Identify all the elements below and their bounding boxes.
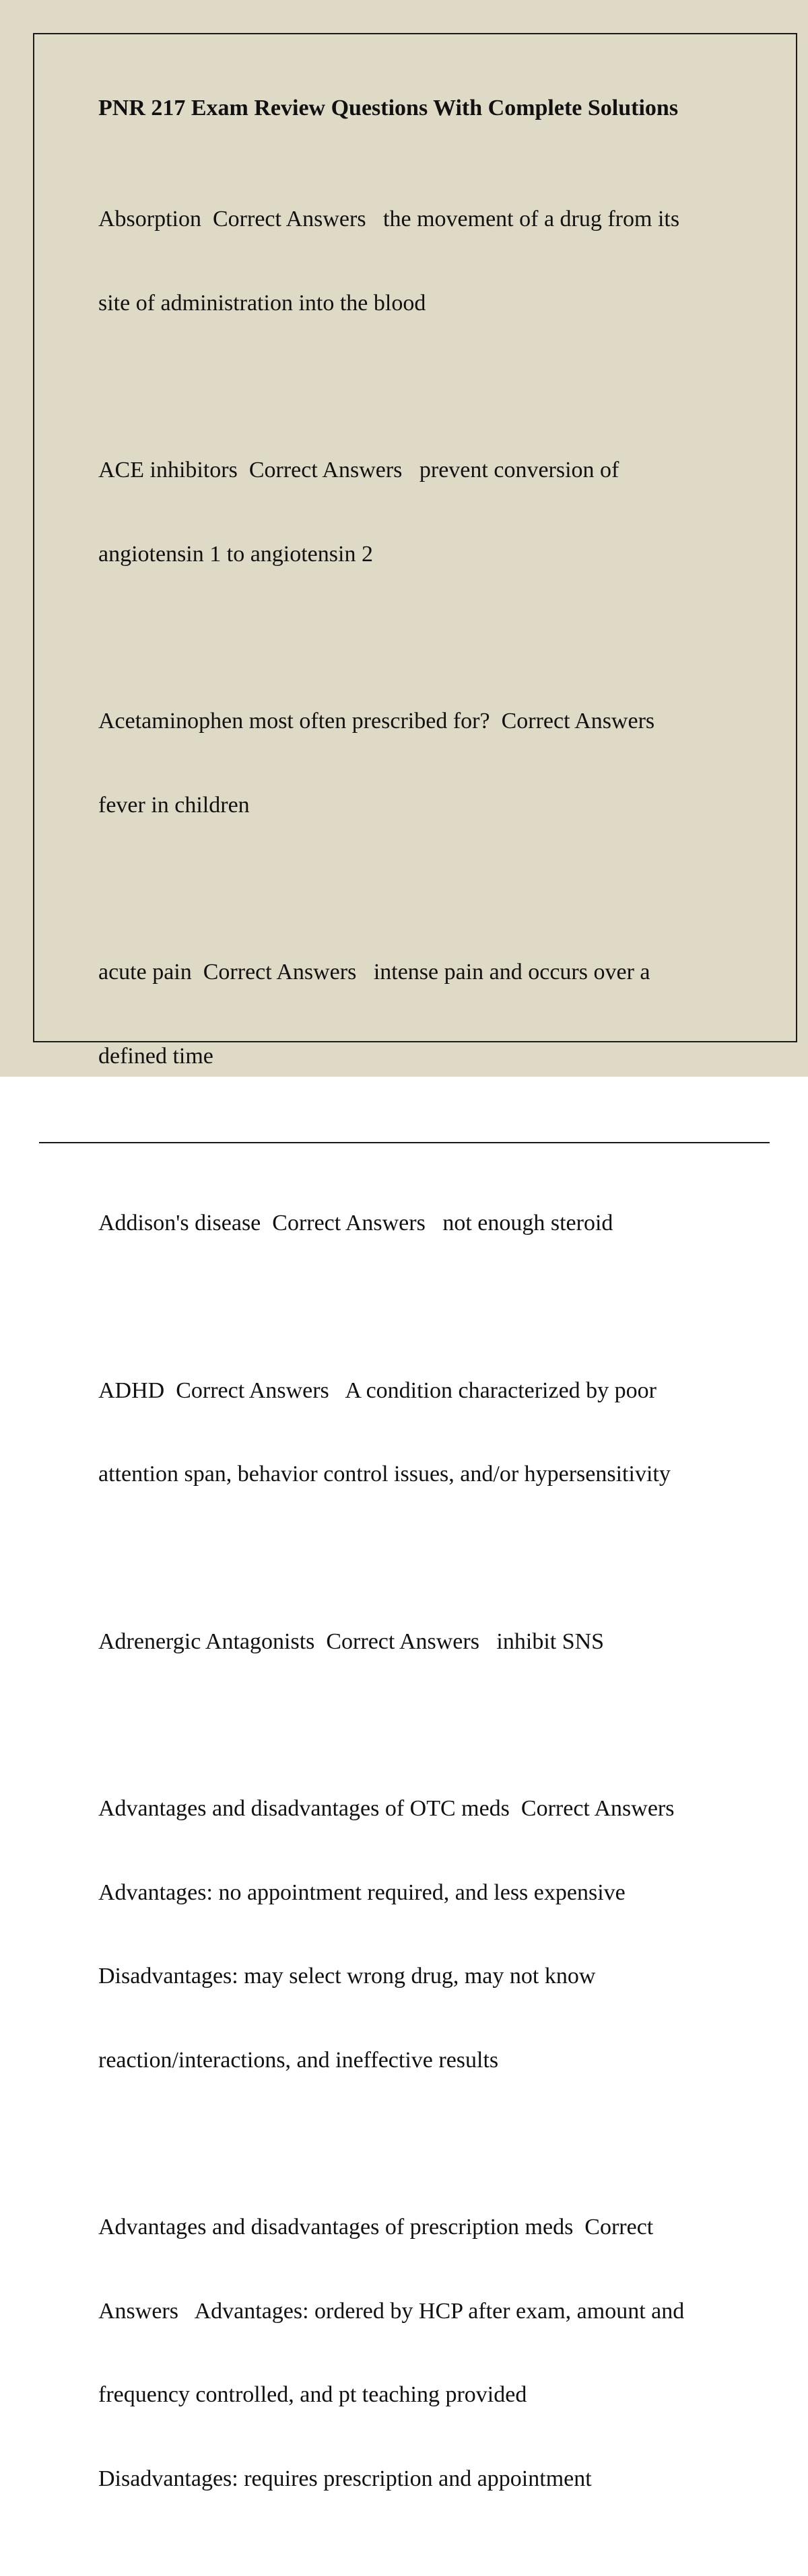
entry-line: attention span, behavior control issues, and/or hypersensitivity [98, 1462, 671, 1487]
entry-line: Acetaminophen most often prescribed for? Correct Answers [98, 709, 655, 734]
entry-line: Advantages and disadvantages of prescription meds Correct [98, 2215, 654, 2240]
entry-otc-meds [98, 1739, 745, 2130]
entry-line: Disadvantages: may select wrong drug, may not know [98, 1964, 596, 1989]
entry-ace-inhibitors [98, 400, 745, 624]
entry-acute-pain [98, 902, 745, 1126]
entry-line: acute pain Correct Answers intense pain and occurs over a [98, 960, 650, 985]
entry-adrenergic-antagonists [98, 1572, 745, 1712]
footer-divider [39, 1142, 770, 1143]
entry-absorption [98, 149, 745, 373]
entry-line: Advantages and disadvantages of OTC meds Correct Answers [98, 1796, 675, 1821]
entry-line: Adrenergic Antagonists Correct Answers inhibit SNS [98, 1629, 605, 1654]
entry-line: Advantages: no appointment required, and less expensive [98, 1880, 626, 1905]
entry-line: site of administration into the blood [98, 290, 426, 316]
document-title: PNR 217 Exam Review Questions With Complete Solutions [98, 96, 679, 120]
entry-line: Addison's disease Correct Answers not enough steroid [98, 1211, 613, 1236]
entry-line: Absorption Correct Answers the movement of a drug from its [98, 207, 680, 231]
entry-line: ACE inhibitors Correct Answers prevent conversion of [98, 458, 619, 482]
entry-line: Disadvantages: requires prescription and appointment [98, 2466, 592, 2491]
entry-adhd [98, 1321, 745, 1544]
entry-line: defined time [98, 1043, 213, 1069]
entry-prescription-meds [98, 2157, 745, 2548]
entry-acetaminophen [98, 651, 745, 875]
entry-line: reaction/interactions, and ineffective results [98, 2047, 499, 2073]
entry-addisons-disease [98, 1153, 745, 1293]
entry-line: angiotensin 1 to angiotensin 2 [98, 541, 373, 567]
entry-line: fever in children [98, 792, 250, 818]
document-content [98, 94, 745, 2576]
entry-line: Answers Advantages: ordered by HCP after exam, amount and [98, 2298, 685, 2324]
entry-line: ADHD Correct Answers A condition characterized by poor [98, 1378, 656, 1403]
entry-line: frequency controlled, and pt teaching provided [98, 2382, 527, 2407]
